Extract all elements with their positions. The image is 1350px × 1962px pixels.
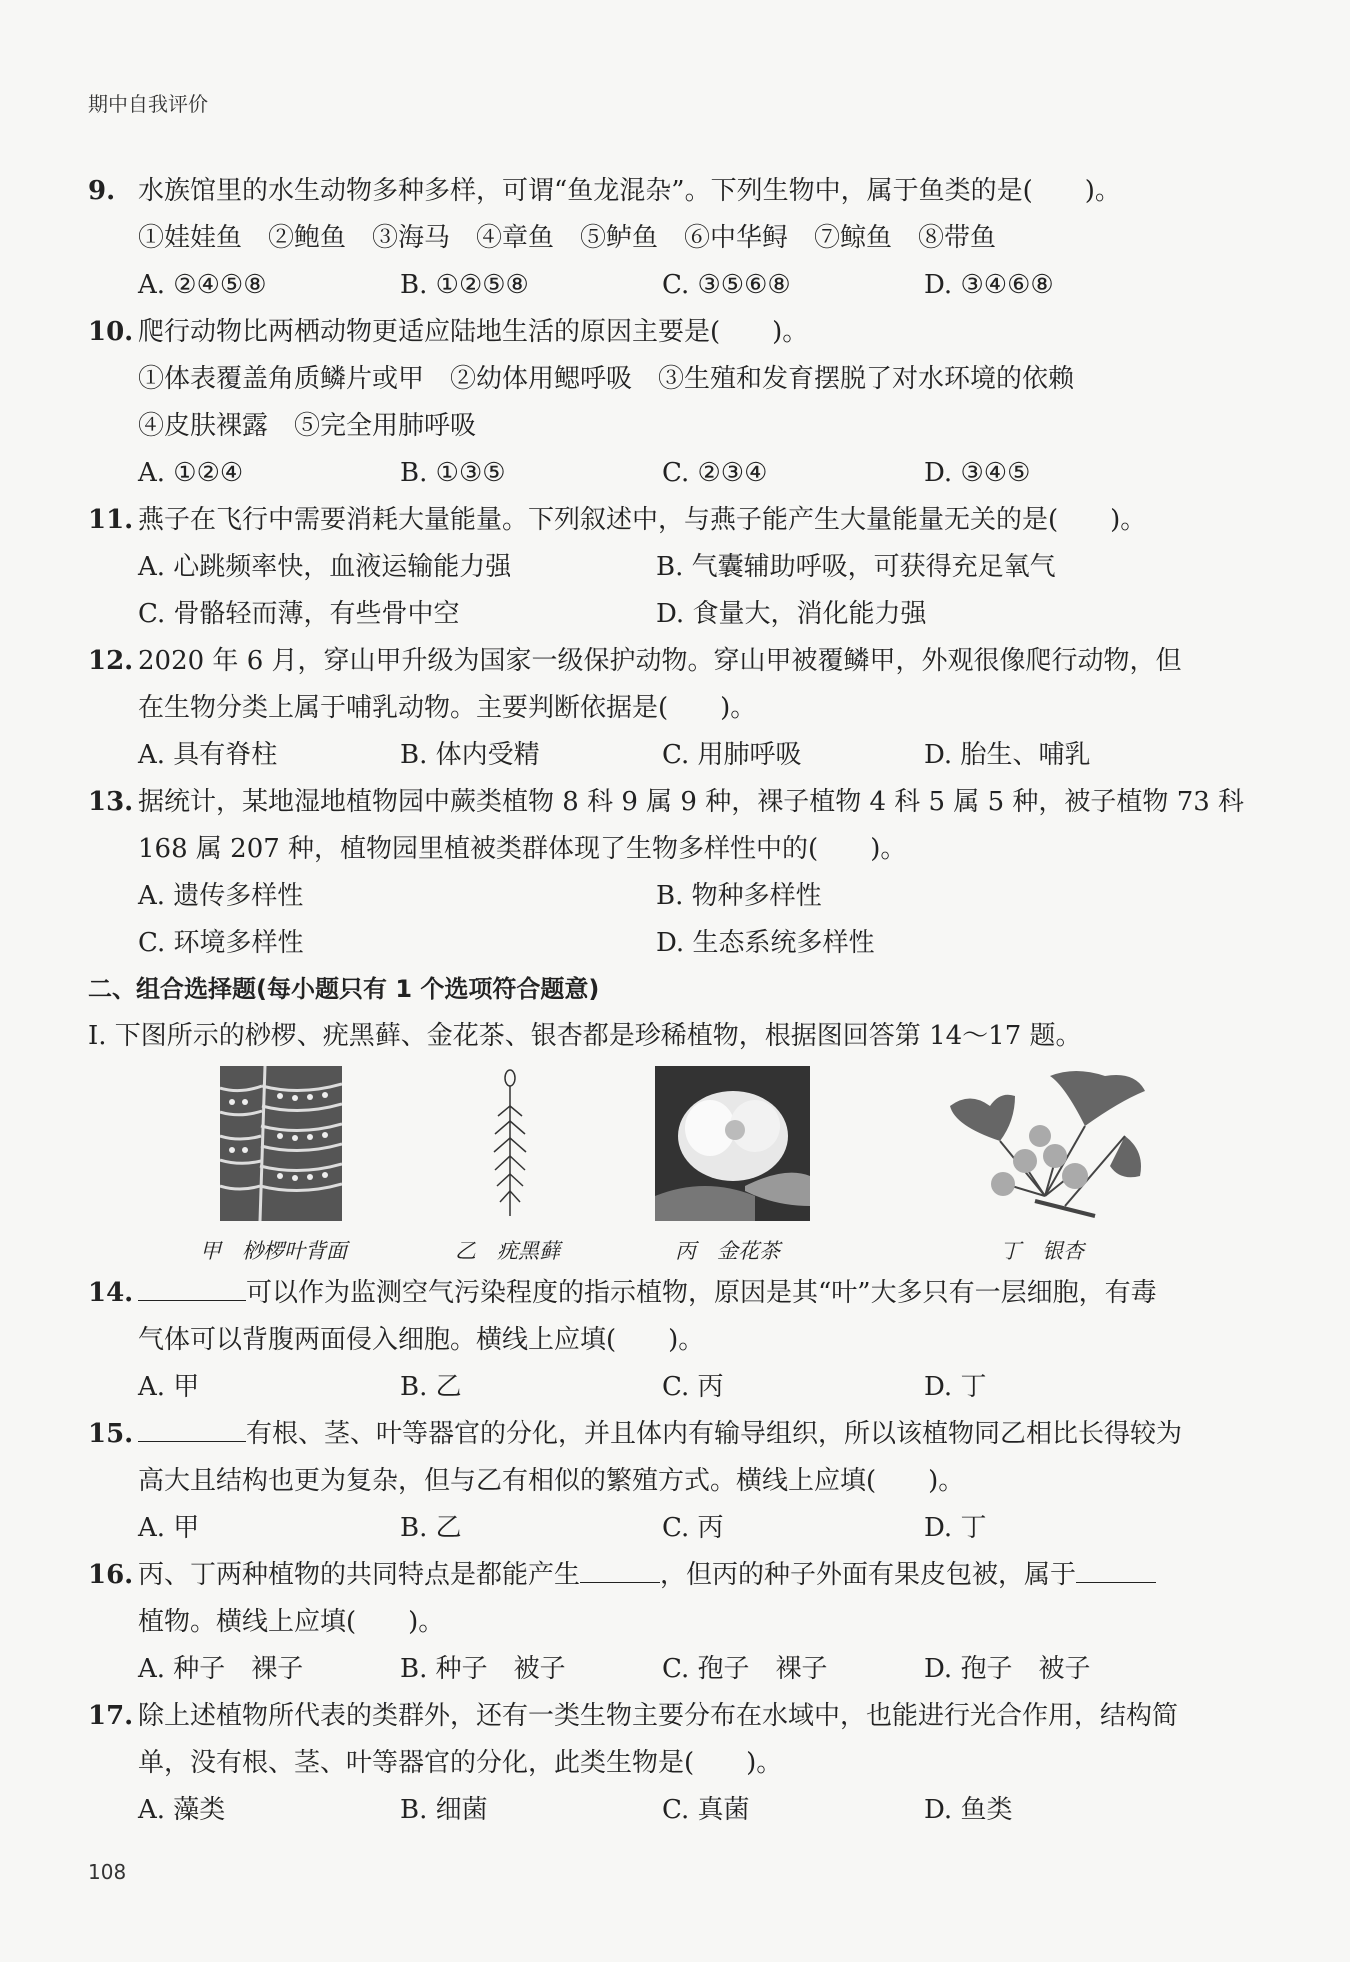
caption-moss: 乙 疣黑藓 (455, 1239, 560, 1263)
q12-options (138, 732, 1218, 779)
option-a[interactable]: A. 甲 (138, 1372, 200, 1402)
option-d[interactable]: D. 胎生、哺乳 (924, 740, 1091, 770)
question-number: 9. (88, 176, 116, 206)
option-c[interactable]: C. 用肺呼吸 (662, 740, 802, 770)
option-d[interactable]: D. 生态系统多样性 (656, 928, 875, 958)
question-16 (88, 1552, 1218, 1646)
question-stem-cont: 单，没有根、茎、叶等器官的分化，此类生物是( )。 (138, 1748, 783, 1778)
question-stem: 燕子在飞行中需要消耗大量能量。下列叙述中，与燕子能产生大量能量无关的是( )。 (138, 505, 1147, 535)
answer-blank[interactable] (138, 1274, 246, 1301)
q13-options-row1 (138, 873, 1218, 920)
q10-options (138, 450, 1218, 497)
question-items: ①娃娃鱼 ②鲍鱼 ③海马 ④章鱼 ⑤鲈鱼 ⑥中华鲟 ⑦鲸鱼 ⑧带鱼 (138, 223, 997, 253)
caption-camellia: 丙 金花茶 (675, 1239, 780, 1263)
question-number: 13. (88, 787, 134, 817)
question-10 (88, 309, 1218, 450)
question-items: ④皮肤裸露 ⑤完全用肺呼吸 (138, 411, 477, 441)
question-stem-cont: 气体可以背腹两面侵入细胞。横线上应填( )。 (138, 1325, 705, 1355)
question-13 (88, 779, 1245, 873)
q11-options-row2 (138, 591, 1218, 638)
question-stem: 据统计，某地湿地植物园中蕨类植物 8 科 9 属 9 种，裸子植物 4 科 5 属 5 种，被子植物 73 科 (138, 787, 1245, 817)
option-a[interactable]: A. 具有脊柱 (138, 740, 278, 770)
option-b[interactable]: B. 体内受精 (400, 740, 540, 770)
option-a[interactable]: A. 甲 (138, 1513, 200, 1543)
q9-options (138, 262, 1218, 309)
section-title: 二、组合选择题(每小题只有 1 个选项符合题意) (88, 975, 600, 1003)
question-number: 16. (88, 1560, 134, 1590)
fern-leaf-image (220, 1066, 342, 1221)
caption-fern: 甲 桫椤叶背面 (200, 1239, 347, 1263)
question-stem: 爬行动物比两栖动物更适应陆地生活的原因主要是( )。 (138, 317, 809, 347)
option-c[interactable]: C. 环境多样性 (138, 928, 304, 958)
page-number: 108 (88, 1860, 127, 1884)
question-stem-cont: 168 属 207 种，植物园里植被类群体现了生物多样性中的( )。 (138, 834, 907, 864)
option-c[interactable]: C. 丙 (662, 1513, 724, 1543)
question-stem: 有根、茎、叶等器官的分化，并且体内有输导组织，所以该植物同乙相比长得较为 (246, 1419, 1183, 1449)
answer-blank[interactable] (138, 1415, 246, 1442)
answer-blank[interactable] (580, 1556, 660, 1583)
question-stem: 除上述植物所代表的类群外，还有一类生物主要分布在水域中，也能进行光合作用，结构简 (138, 1701, 1179, 1731)
question-number: 10. (88, 317, 134, 347)
option-b[interactable]: B. ①②⑤⑧ (400, 270, 529, 300)
answer-blank[interactable] (1076, 1556, 1156, 1583)
option-b[interactable]: B. 种子 被子 (400, 1654, 566, 1684)
option-c[interactable]: C. 真菌 (662, 1795, 750, 1825)
question-stem-cont: 植物。横线上应填( )。 (138, 1607, 445, 1637)
question-stem: 可以作为监测空气污染程度的指示植物，原因是其“叶”大多只有一层细胞，有毒 (246, 1278, 1157, 1308)
option-a[interactable]: A. ②④⑤⑧ (138, 270, 267, 300)
option-d[interactable]: D. 丁 (924, 1513, 987, 1543)
question-17 (88, 1693, 1218, 1787)
option-b[interactable]: B. 物种多样性 (656, 881, 822, 911)
option-b[interactable]: B. 乙 (400, 1513, 462, 1543)
q15-options (138, 1505, 1218, 1552)
option-a[interactable]: A. 遗传多样性 (138, 881, 304, 911)
question-number: 17. (88, 1701, 134, 1731)
q11-options-row1 (138, 544, 1218, 591)
question-stem: 2020 年 6 月，穿山甲升级为国家一级保护动物。穿山甲被覆鳞甲，外观很像爬行动物，但 (138, 646, 1182, 676)
option-c[interactable]: C. 孢子 裸子 (662, 1654, 828, 1684)
option-a[interactable]: A. 种子 裸子 (138, 1654, 304, 1684)
q14-options (138, 1364, 1218, 1411)
option-c[interactable]: C. 骨骼轻而薄，有些骨中空 (138, 599, 460, 629)
question-11 (88, 497, 1218, 544)
option-a[interactable]: A. 藻类 (138, 1795, 226, 1825)
q16-options (138, 1646, 1218, 1693)
q17-options (138, 1787, 1218, 1834)
option-c[interactable]: C. ②③④ (662, 458, 768, 488)
question-number: 12. (88, 646, 134, 676)
option-d[interactable]: D. 丁 (924, 1372, 987, 1402)
option-b[interactable]: B. 气囊辅助呼吸，可获得充足氧气 (656, 552, 1056, 582)
question-stem: 水族馆里的水生动物多种多样，可谓“鱼龙混杂”。下列生物中，属于鱼类的是( )。 (138, 176, 1121, 206)
group-intro-text: Ⅰ. 下图所示的桫椤、疣黑藓、金花茶、银杏都是珍稀植物，根据图回答第 14～17 题。 (88, 1021, 1082, 1051)
option-d[interactable]: D. 孢子 被子 (924, 1654, 1091, 1684)
question-stem: ，但丙的种子外面有果皮包被，属于 (660, 1560, 1077, 1590)
q13-options-row2 (138, 920, 1218, 967)
camellia-image (655, 1066, 810, 1221)
option-d[interactable]: D. ③④⑤ (924, 458, 1031, 488)
page-header: 期中自我评价 (88, 92, 208, 116)
caption-ginkgo: 丁 银杏 (1000, 1239, 1084, 1263)
option-d[interactable]: D. 鱼类 (924, 1795, 1013, 1825)
moss-image (480, 1066, 540, 1221)
question-stem-cont: 在生物分类上属于哺乳动物。主要判断依据是( )。 (138, 693, 757, 723)
option-b[interactable]: B. 乙 (400, 1372, 462, 1402)
question-14 (88, 1270, 1218, 1364)
question-stem-cont: 高大且结构也更为复杂，但与乙有相似的繁殖方式。横线上应填( )。 (138, 1466, 965, 1496)
question-number: 15. (88, 1419, 134, 1449)
question-items: ①体表覆盖角质鳞片或甲 ②幼体用鳃呼吸 ③生殖和发育摆脱了对水环境的依赖 (138, 364, 1075, 394)
option-d[interactable]: D. ③④⑥⑧ (924, 270, 1054, 300)
option-d[interactable]: D. 食量大，消化能力强 (656, 599, 927, 629)
option-a[interactable]: A. ①②④ (138, 458, 244, 488)
question-stem: 丙、丁两种植物的共同特点是都能产生 (138, 1560, 581, 1590)
option-a[interactable]: A. 心跳频率快，血液运输能力强 (138, 552, 512, 582)
option-c[interactable]: C. ③⑤⑥⑧ (662, 270, 791, 300)
ginkgo-image (945, 1066, 1150, 1221)
question-number: 11. (88, 505, 134, 535)
question-12 (88, 638, 1218, 732)
group-intro (88, 1013, 1218, 1060)
option-b[interactable]: B. ①③⑤ (400, 458, 506, 488)
option-c[interactable]: C. 丙 (662, 1372, 724, 1402)
question-9 (88, 168, 1218, 262)
question-15 (88, 1411, 1218, 1505)
option-b[interactable]: B. 细菌 (400, 1795, 488, 1825)
question-number: 14. (88, 1278, 134, 1308)
